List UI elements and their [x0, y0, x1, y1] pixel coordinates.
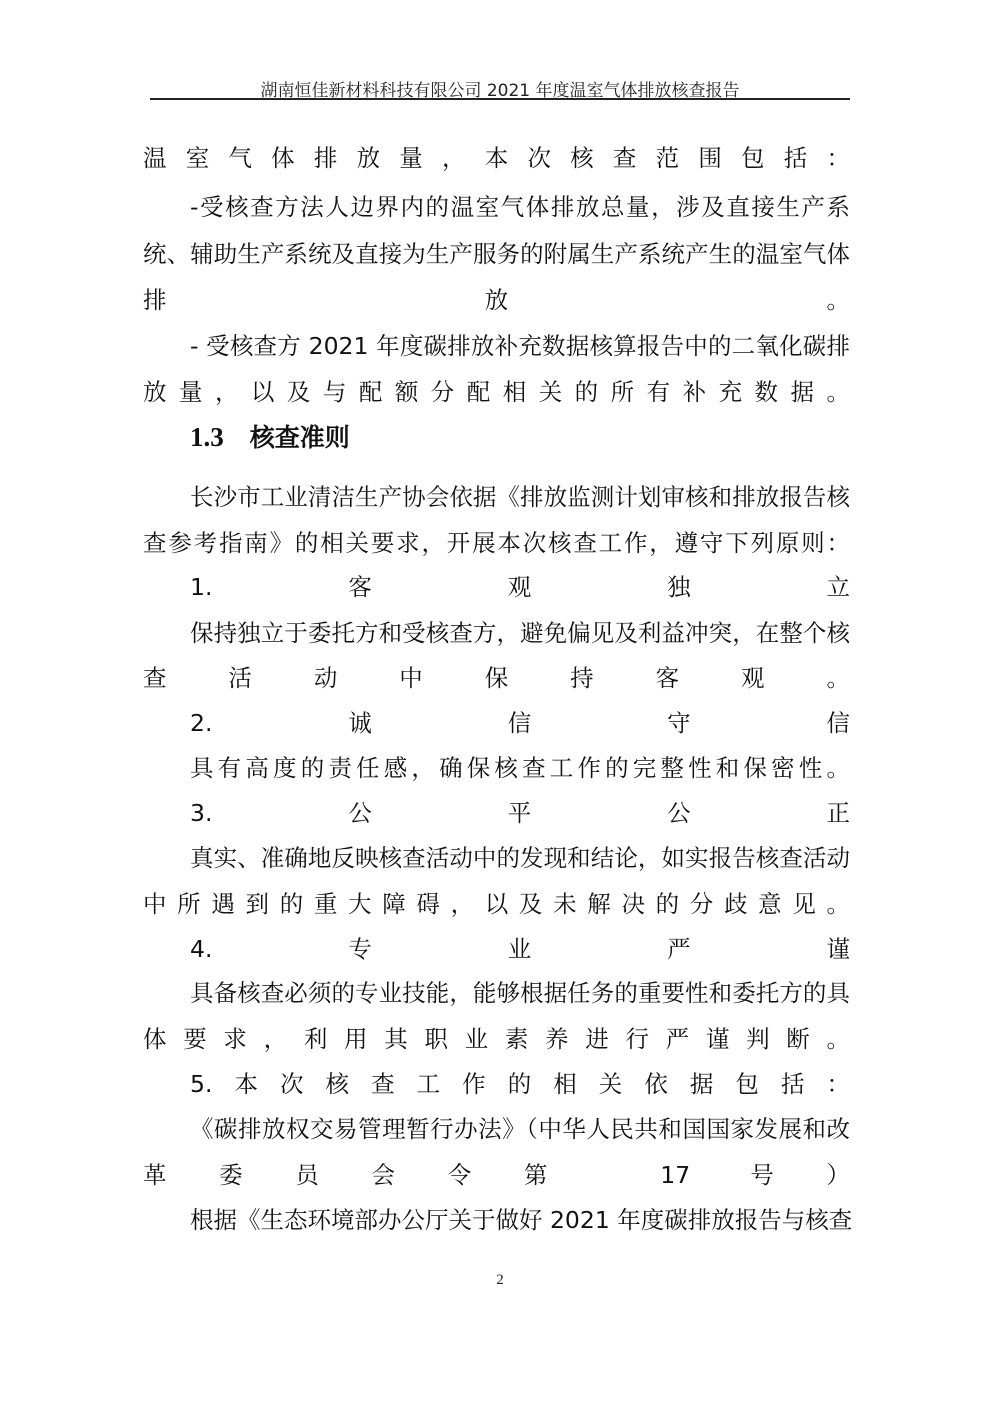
paragraph-line: 查参考指南》的相关要求，开展本次核查工作，遵守下列原则：: [143, 529, 850, 557]
paragraph-line: - 受核查方 2021 年度碳排放补充数据核算报告中的二氧化碳排: [190, 332, 850, 360]
paragraph-line: 统、辅助生产系统及直接为生产服务的附属生产系统产生的温室气体: [143, 240, 850, 268]
header-title: 湖南恒佳新材料科技有限公司 2021 年度温室气体排放核查报告: [260, 81, 740, 101]
page-number: 2: [496, 1272, 504, 1288]
paragraph-line: 具有高度的责任感，确保核查工作的完整性和保密性。: [190, 754, 850, 782]
paragraph-line: 真实、准确地反映核查活动中的发现和结论，如实报告核查活动: [190, 844, 850, 872]
section-heading: [190, 419, 350, 456]
principle-title: 1.客观独立: [190, 573, 850, 601]
paragraph-line: 《碳排放权交易管理暂行办法》（中华人民共和国国家发展和改: [190, 1115, 850, 1143]
paragraph-line: 查活动中保持客观。: [143, 664, 850, 692]
paragraph-line: 长沙市工业清洁生产协会依据《排放监测计划审核和排放报告核: [190, 483, 850, 511]
paragraph-line: 革委员会令第 17 号）: [143, 1161, 850, 1189]
principle-title: 4.专业严谨: [190, 935, 850, 963]
principle-title: 3.公平公正: [190, 799, 850, 827]
section-number: 1.3: [190, 422, 224, 452]
paragraph-line: -受核查方法人边界内的温室气体排放总量，涉及直接生产系: [190, 193, 850, 221]
section-title: 核查准则: [249, 423, 350, 452]
paragraph-line: 保持独立于委托方和受核查方，避免偏见及利益冲突，在整个核: [190, 619, 850, 647]
principle-title: 2.诚信守信: [190, 709, 850, 737]
paragraph-line: 中所遇到的重大障碍，以及未解决的分歧意见。: [143, 890, 850, 918]
basis-title: 5.本次核查工作的相关依据包括：: [190, 1070, 850, 1098]
paragraph-line: 根据《生态环境部办公厅关于做好 2021 年度碳排放报告与核查: [190, 1206, 853, 1234]
header-divider: [150, 98, 850, 100]
paragraph-line: 温室气体排放量，本次核查范围包括：: [143, 144, 850, 172]
paragraph-line: 体要求，利用其职业素养进行严谨判断。: [143, 1025, 850, 1053]
paragraph-line: 排放。: [143, 286, 850, 314]
paragraph-line: 放量，以及与配额分配相关的所有补充数据。: [143, 378, 850, 406]
paragraph-line: 具备核查必须的专业技能，能够根据任务的重要性和委托方的具: [190, 979, 850, 1007]
